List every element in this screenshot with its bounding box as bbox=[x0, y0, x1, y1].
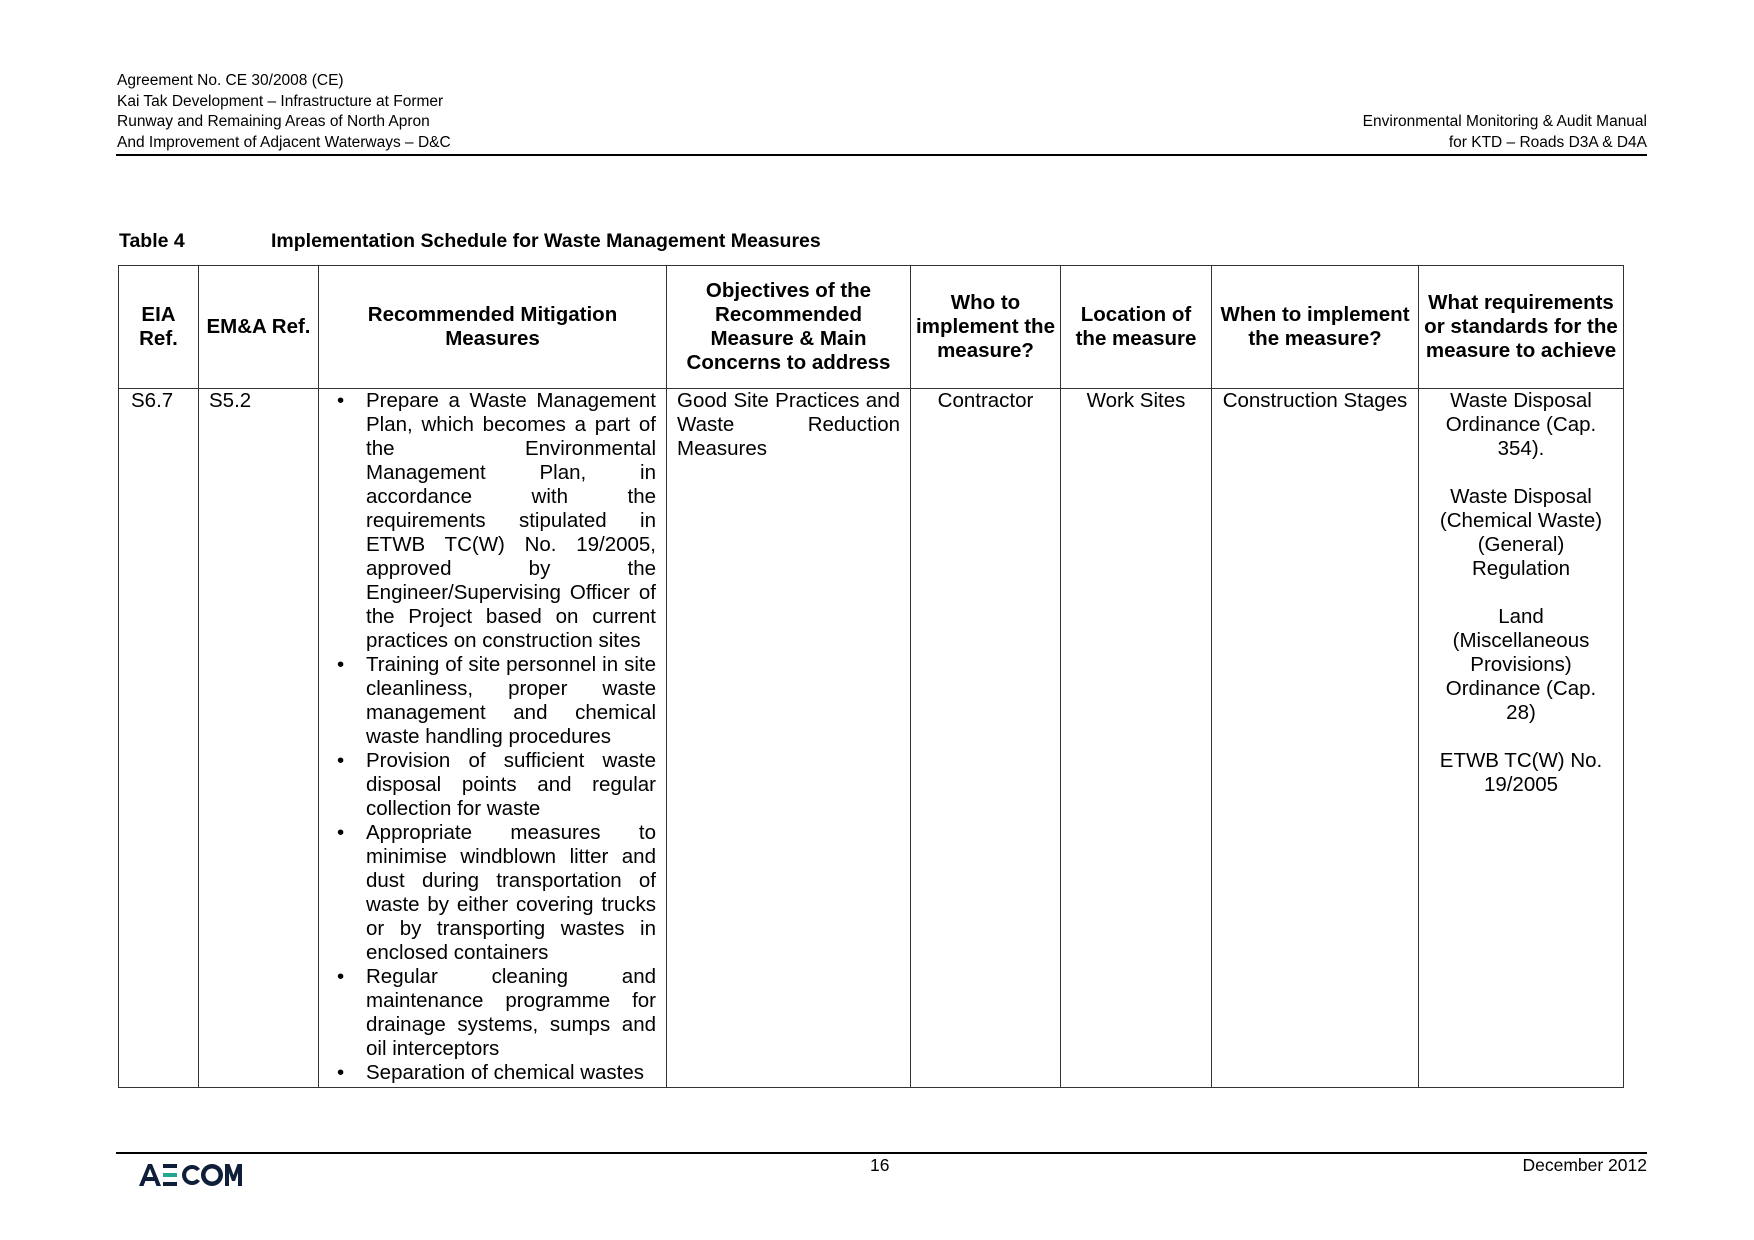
measure-text: Appropriate measures to minimise windblown litter and dust during transportation of waste by either covering trucks or by transporting wastes in enclosed containers bbox=[366, 821, 656, 964]
table-header-row bbox=[119, 266, 1624, 389]
aecom-logo bbox=[138, 1160, 242, 1192]
measure-text: Training of site personnel in site cleanliness, proper waste management and chemical waste handling procedures bbox=[366, 653, 656, 748]
list-item bbox=[327, 965, 656, 1061]
bullet-icon: • bbox=[337, 821, 345, 844]
standard-item: ETWB TC(W) No. 19/2005 bbox=[1439, 749, 1603, 796]
cell-objectives: Good Site Practices and Waste Reduction Measures bbox=[667, 389, 911, 1088]
bullet-icon: • bbox=[337, 965, 345, 988]
header-divider bbox=[116, 154, 1647, 156]
header-when: When to implement the measure? bbox=[1212, 266, 1419, 389]
measure-text: Provision of sufficient waste disposal points and regular collection for waste bbox=[366, 749, 656, 820]
header-left-line: Agreement No. CE 30/2008 (CE) bbox=[117, 72, 344, 89]
page-number: 16 bbox=[870, 1155, 890, 1175]
header-right-line: for KTD – Roads D3A & D4A bbox=[1448, 133, 1647, 151]
cell-when: Construction Stages bbox=[1212, 389, 1419, 1088]
cell-mitigation-measures bbox=[319, 389, 667, 1088]
header-left-line: Kai Tak Development – Infrastructure at Former bbox=[117, 92, 444, 110]
standard-item: Land (Miscellaneous Provisions) Ordinance (Cap. 28) bbox=[1445, 605, 1597, 724]
list-item bbox=[327, 749, 656, 821]
list-item bbox=[327, 389, 656, 653]
measure-text: Separation of chemical wastes bbox=[366, 1061, 645, 1084]
header-left-line: And Improvement of Adjacent Waterways – D&C bbox=[117, 133, 451, 151]
bullet-icon: • bbox=[337, 749, 345, 772]
measure-text: Prepare a Waste Management Plan, which becomes a part of the Environmental Management Plan, in accordance with the requirements stipulated in ETWB TC(W) No. 19/2005, approved by the Engineer/Supervising Officer of the Project based on current practices on construction sites bbox=[366, 389, 656, 652]
header-standards: What requirements or standards for the measure to achieve bbox=[1419, 266, 1624, 389]
bullet-icon: • bbox=[337, 653, 345, 676]
cell-standards bbox=[1419, 389, 1624, 1088]
list-item bbox=[327, 1061, 656, 1085]
cell-eia-ref: S6.7 bbox=[119, 389, 199, 1088]
header-left-line: Runway and Remaining Areas of North Apron bbox=[117, 113, 430, 130]
document-date: December 2012 bbox=[1522, 1155, 1647, 1175]
list-item bbox=[327, 821, 656, 965]
header-who: Who to implement the measure? bbox=[911, 266, 1061, 389]
cell-who: Contractor bbox=[911, 389, 1061, 1088]
header-ema-ref: EM&A Ref. bbox=[199, 266, 319, 389]
measure-text: Regular cleaning and maintenance programme for drainage systems, sumps and oil interceptors bbox=[366, 965, 656, 1060]
standard-item: Waste Disposal (Chemical Waste) (General) Regulation bbox=[1439, 485, 1603, 580]
table-number: Table 4 bbox=[119, 230, 185, 252]
header-eia-ref: EIA Ref. bbox=[119, 266, 199, 389]
bullet-icon: • bbox=[337, 389, 345, 412]
table-row bbox=[119, 389, 1624, 1088]
header-location: Location of the measure bbox=[1061, 266, 1212, 389]
header-right-line: Environmental Monitoring & Audit Manual bbox=[1362, 113, 1647, 130]
table-title: Implementation Schedule for Waste Management Measures bbox=[271, 230, 821, 252]
bullet-icon: • bbox=[337, 1061, 345, 1084]
cell-location: Work Sites bbox=[1061, 389, 1212, 1088]
implementation-schedule-table bbox=[118, 265, 1624, 1088]
standard-item: Waste Disposal Ordinance (Cap. 354). bbox=[1445, 389, 1597, 460]
header-project-info bbox=[117, 71, 451, 153]
cell-ema-ref: S5.2 bbox=[199, 389, 319, 1088]
header-objectives: Objectives of the Recommended Measure & Main Concerns to address bbox=[667, 266, 911, 389]
list-item bbox=[327, 653, 656, 749]
measures-list bbox=[327, 389, 656, 1085]
header-document-title bbox=[1363, 112, 1647, 153]
footer-divider bbox=[116, 1152, 1647, 1154]
header-mitigation-measures: Recommended Mitigation Measures bbox=[319, 266, 667, 389]
